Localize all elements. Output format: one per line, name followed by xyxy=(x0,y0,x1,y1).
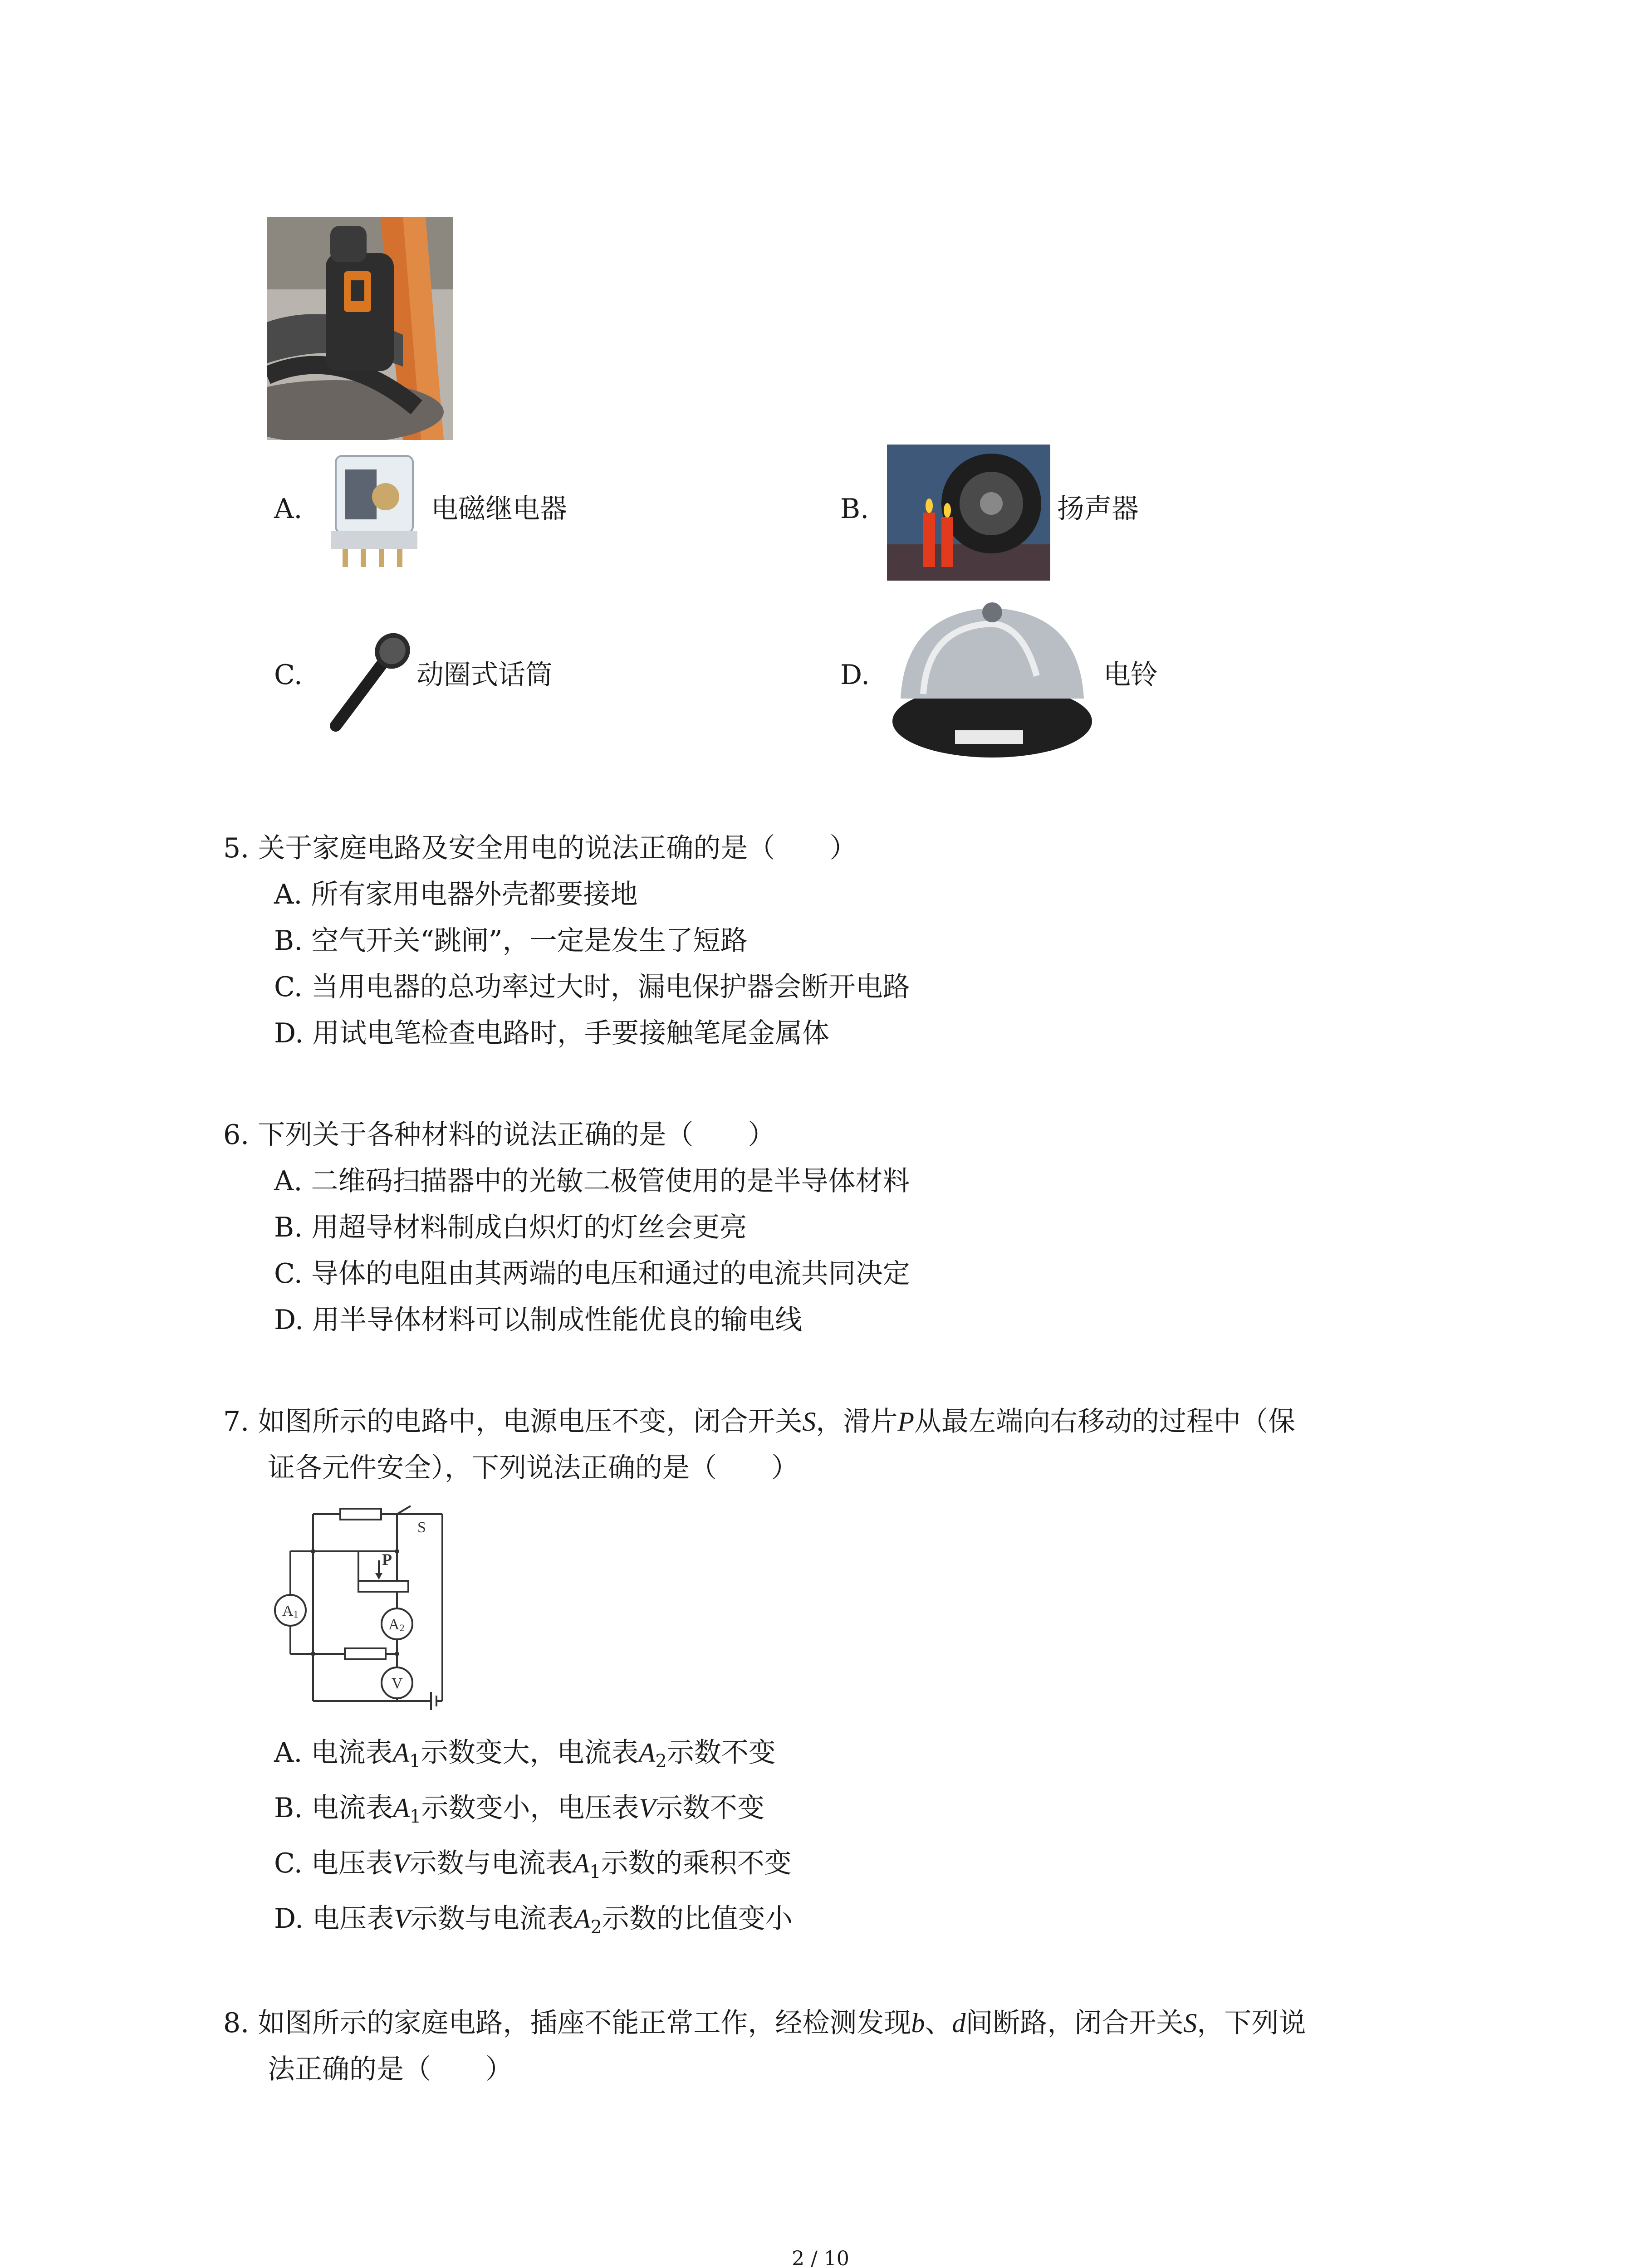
q7-option-c xyxy=(274,1845,792,1890)
relay-photo xyxy=(318,447,431,572)
q7c-sub: 1 xyxy=(589,1862,601,1882)
q7a-symbol: A xyxy=(392,1738,410,1768)
q7d-symbol: V xyxy=(394,1904,411,1934)
relay-icon xyxy=(318,447,431,572)
q7-stem-part: ，滑片 xyxy=(816,1406,898,1437)
q7-slider-symbol: P xyxy=(897,1407,914,1437)
q8-symbol-s: S xyxy=(1183,2008,1197,2038)
q7c-text: C. 电压表 xyxy=(274,1848,393,1879)
voltmeter-label: V xyxy=(392,1675,403,1692)
q7-switch-symbol: S xyxy=(802,1407,816,1437)
q8-text: 间断路，闭合开关 xyxy=(965,2007,1184,2039)
option-d-label: 电铃 xyxy=(1103,659,1158,691)
switch-label: S xyxy=(417,1519,426,1536)
q5-stem: 5. 关于家庭电路及安全用电的说法正确的是（ ） xyxy=(223,832,857,864)
bike-lock-illustration xyxy=(267,217,453,440)
microphone-icon xyxy=(320,631,415,735)
q7b-symbol: A xyxy=(393,1793,410,1823)
q6-option-d: D. 用半导体材料可以制成性能优良的输电线 xyxy=(274,1304,803,1336)
q7-circuit-diagram xyxy=(268,1501,458,1719)
q7b-text: B. 电流表 xyxy=(274,1792,393,1824)
q7-option-b xyxy=(274,1790,764,1835)
q5-option-b: B. 空气开关“跳闸”，一定是发生了短路 xyxy=(274,925,748,957)
a2-letter: A xyxy=(388,1616,400,1633)
q7a-text: A. 电流表 xyxy=(274,1737,393,1769)
q8-symbol-d: d xyxy=(952,2008,966,2038)
q7-stem-line1 xyxy=(223,1403,1295,1440)
q7a-text: 示数变大，电流表 xyxy=(421,1737,639,1769)
q8-text: ，下列说 xyxy=(1197,2007,1306,2039)
option-a-label: 电磁继电器 xyxy=(431,493,567,525)
q8-text: 8. 如图所示的家庭电路，插座不能正常工作，经检测发现 xyxy=(223,2007,911,2039)
q7-stem-part: 7. 如图所示的电路中，电源电压不变，闭合开关 xyxy=(223,1406,803,1437)
q7d-text: D. 电压表 xyxy=(274,1903,394,1935)
slider-label: P xyxy=(382,1550,392,1569)
option-b-letter: B. xyxy=(840,493,869,525)
q7-option-d xyxy=(274,1901,793,1945)
q7-option-a xyxy=(274,1735,776,1779)
q7c-text: 示数的乘积不变 xyxy=(601,1848,792,1879)
q6-stem: 6. 下列关于各种材料的说法正确的是（ ） xyxy=(223,1119,775,1151)
q7b-text: 示数变小，电压表 xyxy=(421,1792,639,1824)
option-c-letter: C. xyxy=(274,659,303,691)
q6-option-b: B. 用超导材料制成白炽灯的灯丝会更亮 xyxy=(274,1212,747,1243)
q7b-symbol: V xyxy=(639,1793,656,1823)
speaker-photo xyxy=(887,445,1050,581)
q7b-sub: 1 xyxy=(409,1806,421,1827)
q7d-sub: 2 xyxy=(590,1917,602,1938)
page-number: 2 / 10 xyxy=(792,2247,849,2268)
q7c-symbol: A xyxy=(573,1848,590,1878)
q7c-text: 示数与电流表 xyxy=(409,1848,573,1879)
q8-text: 、 xyxy=(925,2007,952,2039)
q8-stem-line1 xyxy=(223,2005,1306,2041)
circuit-svg xyxy=(268,1501,458,1719)
q7d-text: 示数与电流表 xyxy=(410,1903,574,1935)
a1-letter: A xyxy=(282,1603,294,1619)
q7-stem-part: 从最左端向右移动的过程中（保 xyxy=(914,1406,1295,1437)
a2-subscript: 2 xyxy=(399,1622,405,1633)
q5-option-c: C. 当用电器的总功率过大时，漏电保护器会断开电路 xyxy=(274,971,910,1003)
q7a-text: 示数不变 xyxy=(666,1737,776,1769)
q6-option-c: C. 导体的电阻由其两端的电压和通过的电流共同决定 xyxy=(274,1258,910,1290)
q7a-symbol: A xyxy=(638,1738,656,1768)
q5-option-a: A. 所有家用电器外壳都要接地 xyxy=(274,879,638,910)
q8-symbol-b: b xyxy=(911,2008,925,2038)
q8-stem-line2: 法正确的是（ ） xyxy=(268,2053,513,2085)
q7a-sub: 1 xyxy=(409,1751,421,1772)
a1-subscript: 1 xyxy=(293,1608,299,1620)
q7-stem-line2: 证各元件安全），下列说法正确的是（ ） xyxy=(268,1452,798,1484)
q6-option-a: A. 二维码扫描器中的光敏二极管使用的是半导体材料 xyxy=(274,1165,910,1197)
microphone-photo xyxy=(320,631,415,735)
bell-icon xyxy=(887,585,1098,767)
q7d-text: 示数的比值变小 xyxy=(602,1903,793,1935)
bell-photo xyxy=(887,585,1098,767)
q7c-symbol: V xyxy=(392,1848,410,1878)
q7b-text: 示数不变 xyxy=(656,1792,765,1824)
q7d-symbol: A xyxy=(573,1904,591,1934)
bike-lock-photo xyxy=(267,217,453,440)
option-a-letter: A. xyxy=(274,493,303,525)
q7a-sub: 2 xyxy=(655,1751,667,1772)
speaker-icon xyxy=(887,445,1050,581)
option-d-letter: D. xyxy=(840,659,870,691)
q5-option-d: D. 用试电笔检查电路时，手要接触笔尾金属体 xyxy=(274,1017,830,1049)
option-b-label: 扬声器 xyxy=(1057,493,1139,525)
option-c-label: 动圈式话筒 xyxy=(416,659,553,691)
